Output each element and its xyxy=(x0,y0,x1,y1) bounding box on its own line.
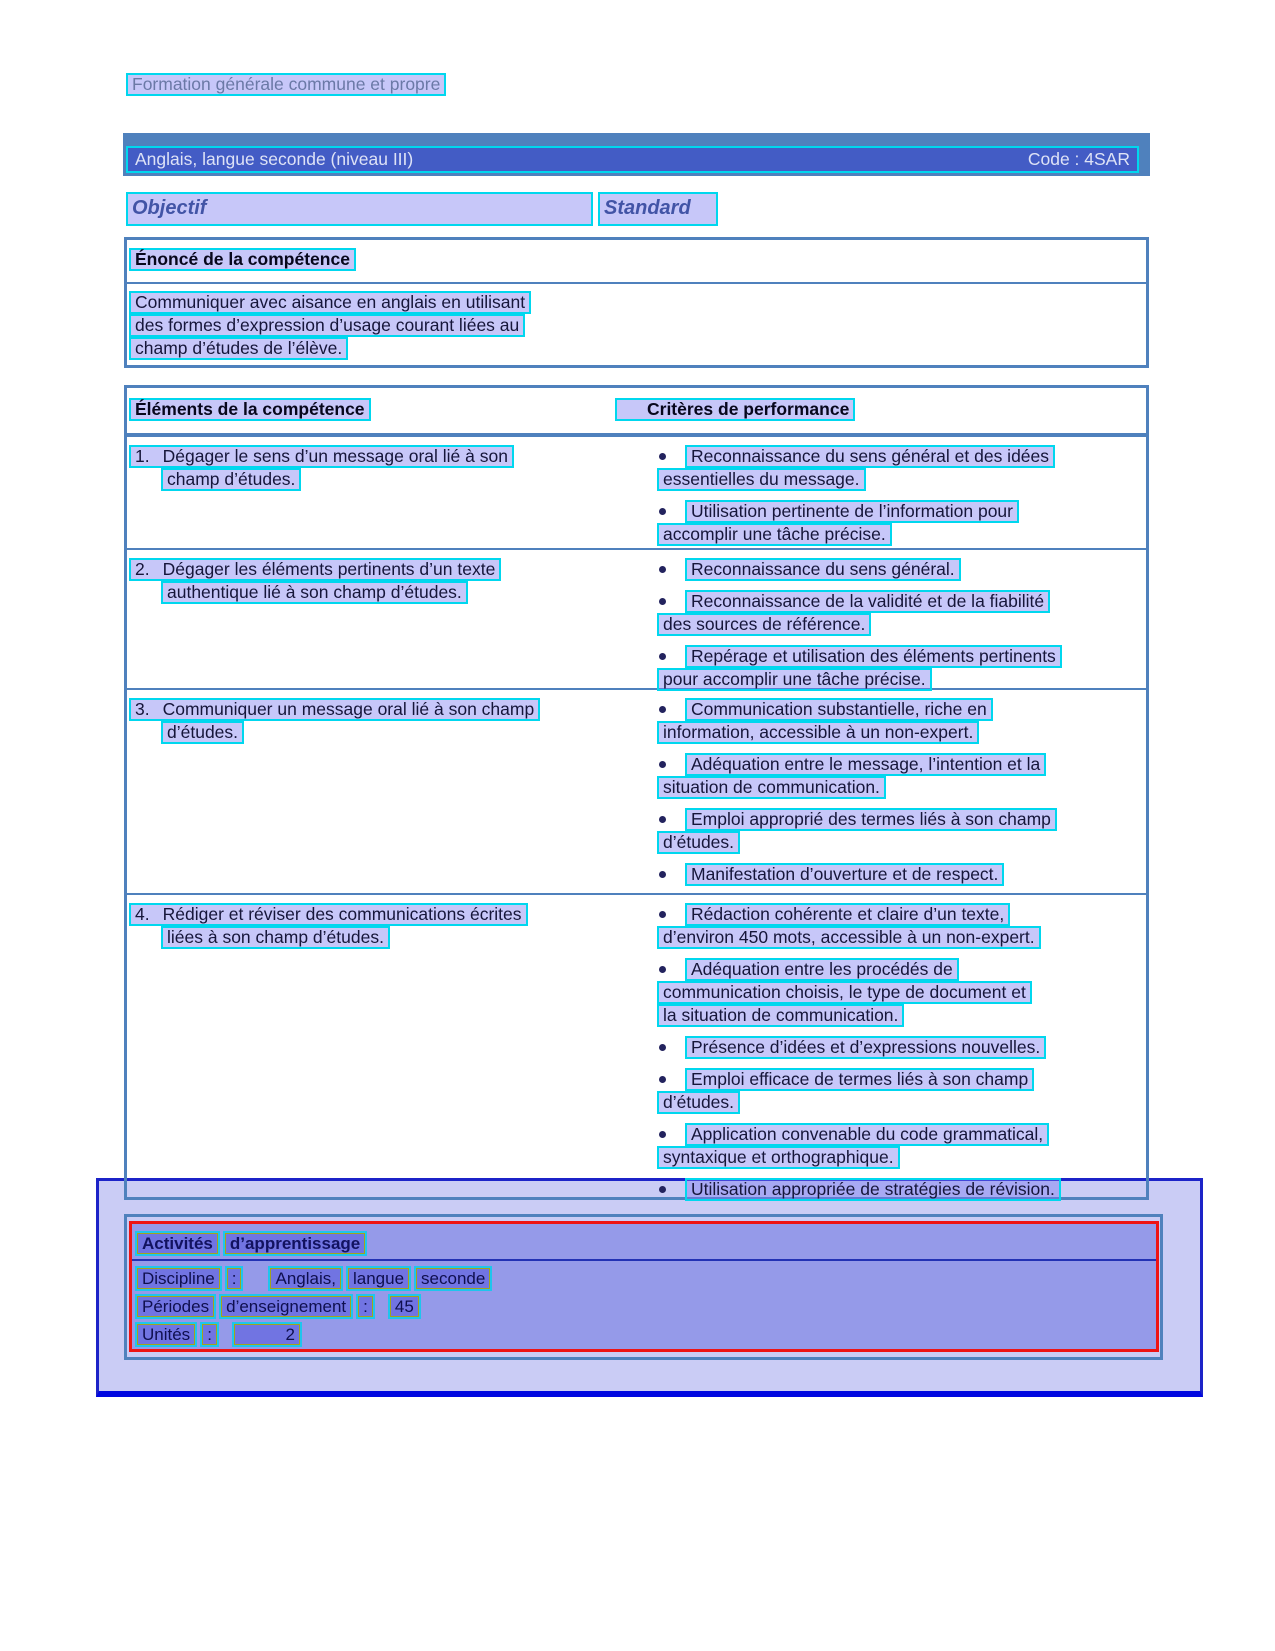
text-line: d’études. xyxy=(161,721,244,744)
text-line-row xyxy=(685,590,1146,613)
bullet-icon xyxy=(659,1076,666,1083)
bullet-icon xyxy=(659,508,666,515)
text-line-row xyxy=(129,445,613,468)
text-line-row xyxy=(657,1004,1146,1027)
text-line-row xyxy=(129,337,1146,360)
criterion xyxy=(613,863,1146,886)
bullet-icon xyxy=(659,911,666,918)
text-line-row xyxy=(161,721,613,744)
criterion xyxy=(613,958,1146,1027)
text-line: Adéquation entre le message, l’intention et la xyxy=(685,753,1046,776)
text-line: Communication substantielle, riche en xyxy=(685,698,993,721)
text-line-row xyxy=(685,445,1146,468)
text-line: Reconnaissance du sens général et des idées xyxy=(685,445,1055,468)
text-line: Adéquation entre les procédés de xyxy=(685,958,959,981)
word-box: Périodes xyxy=(137,1296,214,1317)
activites-fields xyxy=(137,1268,1156,1347)
competence-row xyxy=(127,893,1146,1205)
header-bar-highlight xyxy=(126,146,1139,173)
text-line: Utilisation pertinente de l’information pour xyxy=(685,500,1019,523)
text-line: situation de communication. xyxy=(657,776,886,799)
bullet-icon xyxy=(659,566,666,573)
course-title: Anglais, langue seconde (niveau III) xyxy=(135,149,414,169)
enonce-body xyxy=(127,284,1146,360)
text-line-row xyxy=(657,668,1146,691)
word-box: : xyxy=(227,1268,242,1289)
text-line xyxy=(129,698,540,721)
bullet-icon xyxy=(659,598,666,605)
enonce-table-header xyxy=(127,240,1146,284)
header-bar xyxy=(123,133,1150,176)
text-line: information, accessible à un non-expert. xyxy=(657,721,979,744)
enonce-header-text: Énoncé de la compétence xyxy=(129,248,356,271)
text-line: Emploi approprié des termes liés à son champ xyxy=(685,808,1057,831)
text-line-row xyxy=(657,776,1146,799)
competence-row xyxy=(127,688,1146,893)
text-line xyxy=(129,903,528,926)
bullet-icon xyxy=(659,816,666,823)
criterion xyxy=(613,808,1146,854)
criterion xyxy=(613,590,1146,636)
word-box: d’apprentissage xyxy=(225,1233,365,1254)
text-line: Utilisation appropriée de stratégies de révision. xyxy=(685,1178,1061,1201)
element-text: Communiquer un message oral lié à son champ xyxy=(162,699,535,719)
text-line-row xyxy=(657,1091,1146,1114)
text-line-row xyxy=(161,926,613,949)
bullet-icon xyxy=(659,966,666,973)
element-text: Rédiger et réviser des communications écrites xyxy=(162,904,522,924)
activites-title xyxy=(137,1233,1156,1254)
text-line-row xyxy=(685,1068,1146,1091)
text-line: Présence d’idées et d’expressions nouvelles. xyxy=(685,1036,1046,1059)
element-text: Dégager le sens d’un message oral lié à son xyxy=(162,446,508,466)
text-line: la situation de communication. xyxy=(657,1004,904,1027)
text-line-row xyxy=(685,958,1146,981)
activites-title-divider xyxy=(132,1259,1156,1261)
standard-heading: Standard xyxy=(598,192,718,226)
text-line: accomplir une tâche précise. xyxy=(657,523,892,546)
element-cell xyxy=(127,445,613,548)
text-line-row xyxy=(685,1123,1146,1146)
element-cell xyxy=(127,558,613,688)
enonce-table xyxy=(124,237,1149,368)
text-line-row xyxy=(685,903,1146,926)
text-line-row xyxy=(161,581,613,604)
elements-col-header-cell xyxy=(129,398,615,433)
text-line-row xyxy=(129,291,1146,314)
activites-field-row xyxy=(137,1268,1156,1291)
text-line-row xyxy=(685,808,1146,831)
section-headings xyxy=(126,192,718,226)
word-box: Activités xyxy=(137,1233,218,1254)
text-line-row xyxy=(129,558,613,581)
eyebrow xyxy=(126,73,446,96)
criterion xyxy=(613,1036,1146,1059)
bullet-icon xyxy=(659,706,666,713)
item-number: 2. xyxy=(135,559,150,579)
text-line-row xyxy=(657,721,1146,744)
objectif-heading: Objectif xyxy=(126,192,593,226)
text-line xyxy=(129,558,501,581)
criterion xyxy=(613,445,1146,491)
text-line-row xyxy=(657,926,1146,949)
criteria-cell xyxy=(613,445,1146,548)
text-line: liées à son champ d’études. xyxy=(161,926,390,949)
word-box: 2 xyxy=(234,1324,300,1345)
eyebrow-text: Formation générale commune et propre xyxy=(126,73,446,96)
criteria-col-header-cell xyxy=(615,398,855,433)
bullet-icon xyxy=(659,1186,666,1193)
text-line: Manifestation d’ouverture et de respect. xyxy=(685,863,1004,886)
text-line: champ d’études de l’élève. xyxy=(129,337,348,360)
text-line-row xyxy=(685,753,1146,776)
word-box: 45 xyxy=(390,1296,419,1317)
activites-field-row xyxy=(137,1296,1156,1319)
text-line-row xyxy=(161,468,613,491)
text-line-row xyxy=(685,500,1146,523)
competence-row xyxy=(127,548,1146,688)
criterion xyxy=(613,753,1146,799)
criteria-col-header: Critères de performance xyxy=(615,398,855,421)
criterion xyxy=(613,698,1146,744)
activites-field-row xyxy=(137,1324,1156,1347)
text-line-row xyxy=(685,1178,1146,1201)
competence-row xyxy=(127,435,1146,548)
criterion xyxy=(613,1068,1146,1114)
text-line: pour accomplir une tâche précise. xyxy=(657,668,932,691)
bullet-icon xyxy=(659,653,666,660)
text-line: des sources de référence. xyxy=(657,613,871,636)
text-line-row xyxy=(685,698,1146,721)
text-line: Repérage et utilisation des éléments pertinents xyxy=(685,645,1062,668)
text-line: d’études. xyxy=(657,1091,740,1114)
text-line-row xyxy=(129,698,613,721)
item-number: 4. xyxy=(135,904,150,924)
text-line: Application convenable du code grammatical, xyxy=(685,1123,1049,1146)
criterion xyxy=(613,558,1146,581)
text-line: Reconnaissance du sens général. xyxy=(685,558,961,581)
text-line: Emploi efficace de termes liés à son champ xyxy=(685,1068,1034,1091)
text-line-row xyxy=(129,314,1146,337)
word-box: seconde xyxy=(416,1268,490,1289)
element-text: Dégager les éléments pertinents d’un texte xyxy=(162,559,496,579)
criterion xyxy=(613,1123,1146,1169)
text-line: Communiquer avec aisance en anglais en utilisant xyxy=(129,291,531,314)
elements-table xyxy=(124,385,1149,1200)
text-line xyxy=(129,445,514,468)
word-box: : xyxy=(202,1324,217,1345)
text-line: communication choisis, le type de document et xyxy=(657,981,1032,1004)
word-box: : xyxy=(358,1296,373,1317)
text-line-row xyxy=(657,1146,1146,1169)
text-line: authentique lié à son champ d’études. xyxy=(161,581,468,604)
criterion xyxy=(613,645,1146,691)
word-box: Anglais, xyxy=(270,1268,340,1289)
course-code: Code : 4SAR xyxy=(1027,149,1130,169)
word-box: langue xyxy=(348,1268,409,1289)
text-line: syntaxique et orthographique. xyxy=(657,1146,900,1169)
text-line: Reconnaissance de la validité et de la fiabilité xyxy=(685,590,1050,613)
bullet-icon xyxy=(659,1044,666,1051)
elements-rows xyxy=(127,435,1146,1205)
criterion xyxy=(613,1178,1146,1201)
criteria-cell xyxy=(613,903,1146,1205)
text-line: d’environ 450 mots, accessible à un non-expert. xyxy=(657,926,1041,949)
text-line-row xyxy=(657,613,1146,636)
text-line-row xyxy=(685,558,1146,581)
text-line-row xyxy=(657,831,1146,854)
criterion xyxy=(613,903,1146,949)
text-line-row xyxy=(685,863,1146,886)
text-line: champ d’études. xyxy=(161,468,301,491)
criteria-cell xyxy=(613,558,1146,688)
bullet-icon xyxy=(659,453,666,460)
criteria-cell xyxy=(613,698,1146,893)
word-box: Discipline xyxy=(137,1268,220,1289)
text-line-row xyxy=(129,903,613,926)
text-line-row xyxy=(657,981,1146,1004)
elements-table-header xyxy=(127,388,1146,435)
bullet-icon xyxy=(659,761,666,768)
text-line-row xyxy=(685,645,1146,668)
elements-col-header: Éléments de la compétence xyxy=(129,398,371,421)
text-line-row xyxy=(657,468,1146,491)
text-line: d’études. xyxy=(657,831,740,854)
bullet-icon xyxy=(659,1131,666,1138)
text-line: des formes d’expression d’usage courant liées au xyxy=(129,314,525,337)
word-box: Unités xyxy=(137,1324,195,1345)
word-box: d’enseignement xyxy=(221,1296,351,1317)
element-cell xyxy=(127,698,613,893)
text-line: Rédaction cohérente et claire d’un texte, xyxy=(685,903,1010,926)
text-line-row xyxy=(657,523,1146,546)
criterion xyxy=(613,500,1146,546)
bullet-icon xyxy=(659,871,666,878)
item-number: 3. xyxy=(135,699,150,719)
text-line-row xyxy=(685,1036,1146,1059)
item-number: 1. xyxy=(135,446,150,466)
element-cell xyxy=(127,903,613,1205)
activites-red-box xyxy=(129,1221,1159,1352)
text-line: essentielles du message. xyxy=(657,468,866,491)
